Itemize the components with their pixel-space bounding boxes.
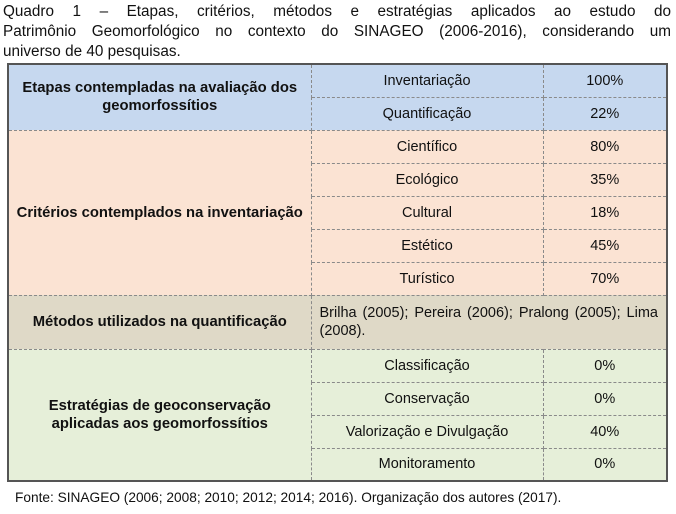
criterios-item-ecologico: Ecológico (311, 163, 543, 196)
etapas-item-quantificacao: Quantificação (311, 97, 543, 130)
estrategias-value-monitoramento: 0% (543, 448, 667, 481)
etapas-label: Etapas contempladas na avaliação dos geomorfossítios (8, 64, 311, 130)
estrategias-value-valorizacao: 40% (543, 415, 667, 448)
metodos-text: Brilha (2005); Pereira (2006); Pralong (2005); Lima (2008). (311, 295, 667, 349)
estrategias-item-valorizacao: Valorização e Divulgação (311, 415, 543, 448)
etapas-item-inventariacao: Inventariação (311, 64, 543, 97)
table-row (8, 130, 667, 163)
criterios-value-turistico: 70% (543, 262, 667, 295)
estrategias-item-monitoramento: Monitoramento (311, 448, 543, 481)
source-footnote: Fonte: SINAGEO (2006; 2008; 2010; 2012; 2014; 2016). Organização dos autores (2017). (15, 490, 562, 505)
estrategias-value-conservacao: 0% (543, 382, 667, 415)
caption-line-3: universo de 40 pesquisas. (3, 43, 181, 60)
metodos-label: Métodos utilizados na quantificação (8, 295, 311, 349)
etapas-value-inventariacao: 100% (543, 64, 667, 97)
criterios-value-estetico: 45% (543, 229, 667, 262)
estrategias-value-classificacao: 0% (543, 349, 667, 382)
quadro-table (7, 63, 668, 482)
table-caption (3, 2, 671, 62)
table-row (8, 64, 667, 97)
criterios-item-turistico: Turístico (311, 262, 543, 295)
criterios-label: Critérios contemplados na inventariação (8, 130, 311, 295)
table-row (8, 295, 667, 349)
caption-line-2: Patrimônio Geomorfológico no contexto do SINAGEO (2006-2016), considerando um (3, 23, 671, 40)
etapas-value-quantificacao: 22% (543, 97, 667, 130)
estrategias-label: Estratégias de geoconservação aplicadas aos geomorfossítios (8, 349, 311, 481)
criterios-item-estetico: Estético (311, 229, 543, 262)
caption-line-1: Quadro 1 – Etapas, critérios, métodos e estratégias aplicados ao estudo do (3, 3, 671, 20)
criterios-item-cultural: Cultural (311, 196, 543, 229)
table-row (8, 349, 667, 382)
estrategias-item-conservacao: Conservação (311, 382, 543, 415)
criterios-item-cientifico: Científico (311, 130, 543, 163)
criterios-value-cultural: 18% (543, 196, 667, 229)
estrategias-item-classificacao: Classificação (311, 349, 543, 382)
criterios-value-ecologico: 35% (543, 163, 667, 196)
criterios-value-cientifico: 80% (543, 130, 667, 163)
